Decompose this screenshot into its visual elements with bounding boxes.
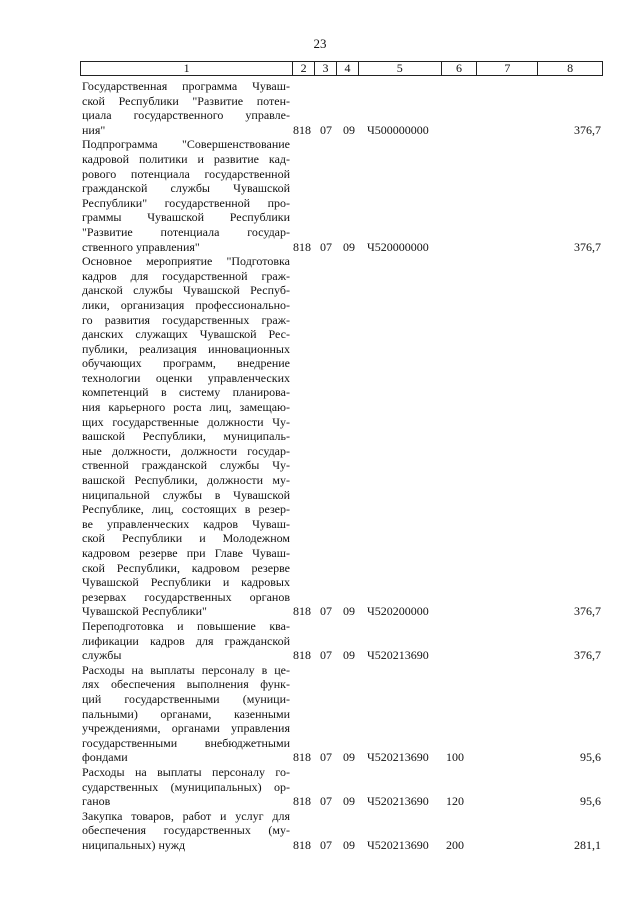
- subsection-code: 09: [343, 648, 355, 663]
- row-codes: [80, 750, 603, 765]
- table-row: [80, 619, 603, 663]
- description-line: данской службы Чувашской Респуб-: [82, 283, 290, 298]
- amount: 376,7: [574, 604, 601, 619]
- description-line: вашской Республики, муниципаль-: [82, 429, 290, 444]
- description-line: пальными) органами, казенными: [82, 706, 290, 721]
- description-line: фондами: [82, 750, 128, 765]
- section-code: 07: [320, 604, 332, 619]
- amount: 376,7: [574, 648, 601, 663]
- subsection-code: 09: [343, 604, 355, 619]
- table-row: [80, 765, 603, 809]
- header-col-6: 6: [441, 62, 477, 75]
- ministry-code: 818: [293, 604, 311, 619]
- header-col-3: 3: [314, 62, 336, 75]
- subsection-code: 09: [343, 750, 355, 765]
- description-line: ственной гражданской службы Чу-: [82, 458, 290, 473]
- expense-type: 200: [446, 837, 464, 852]
- description-line: Переподготовка и повышение ква-: [82, 618, 290, 633]
- description-line: ственного управления": [82, 239, 200, 254]
- subsection-code: 09: [343, 794, 355, 809]
- section-code: 07: [320, 122, 332, 137]
- section-code: 07: [320, 750, 332, 765]
- table-row: [80, 663, 603, 765]
- description-line: "Развитие потенциала государ-: [82, 224, 290, 239]
- ministry-code: 818: [293, 122, 311, 137]
- expense-type: 120: [446, 794, 464, 809]
- description-line: циала государственного управле-: [82, 108, 290, 123]
- subsection-code: 09: [343, 837, 355, 852]
- description-line: Расходы на выплаты персоналу го-: [82, 764, 290, 779]
- row-description: [80, 137, 290, 254]
- table-body: [80, 79, 603, 852]
- description-line: Закупка товаров, работ и услуг для: [82, 808, 290, 823]
- description-line: кадровой политики и развитие кад-: [82, 151, 290, 166]
- description-line: данских служащих Чувашской Рес-: [82, 327, 290, 342]
- description-line: ные должности, должности государ-: [82, 443, 290, 458]
- ministry-code: 818: [293, 794, 311, 809]
- header-col-7: 7: [476, 62, 537, 75]
- header-col-1: 1: [183, 61, 190, 75]
- section-code: 07: [320, 794, 332, 809]
- description-line: кадровом резерве при Главе Чуваш-: [82, 546, 290, 560]
- description-line: рового потенциала государственной: [82, 166, 290, 181]
- description-line: сударственных (муниципальных) ор-: [82, 779, 290, 794]
- ministry-code: 818: [293, 750, 311, 765]
- description-line: ния": [82, 122, 106, 137]
- description-line: граммы Чувашской Республики: [82, 210, 290, 225]
- description-line: лях обеспечения выполнения функ-: [82, 677, 290, 692]
- description-line: государственными внебюджетными: [82, 735, 290, 750]
- description-line: го развития государственных граж-: [82, 312, 290, 327]
- description-line: ве управленческих кадров Чуваш-: [82, 516, 290, 531]
- description-line: обеспечения государственных (му-: [82, 823, 290, 838]
- row-codes: [80, 604, 603, 619]
- description-line: ций государственными (муници-: [82, 691, 290, 706]
- row-description: [80, 254, 290, 619]
- row-codes: [80, 123, 603, 138]
- section-code: 07: [320, 239, 332, 254]
- page-number: 23: [313, 36, 327, 51]
- description-line: обучающих программ, внедрение: [82, 356, 290, 371]
- amount: 376,7: [574, 239, 601, 254]
- target-article: Ч520213690: [367, 837, 429, 852]
- description-line: ниципальной службы в Чувашской: [82, 487, 290, 502]
- header-col-2: 2: [292, 62, 314, 75]
- header-col-5: 5: [358, 62, 441, 75]
- description-line: ганов: [82, 794, 111, 809]
- description-line: лики, организация профессионально-: [82, 297, 290, 312]
- description-line: технологии оценки управленческих: [82, 370, 290, 385]
- description-line: кадров для государственной граж-: [82, 268, 290, 283]
- description-line: щих государственные должности Чу-: [82, 414, 290, 429]
- target-article: Ч520213690: [367, 794, 429, 809]
- target-article: Ч520213690: [367, 750, 429, 765]
- amount: 281,1: [574, 837, 601, 852]
- ministry-code: 818: [293, 239, 311, 254]
- table-row: [80, 254, 603, 619]
- description-line: ния карьерного роста лиц, замещаю-: [82, 400, 290, 415]
- header-col-4: 4: [336, 62, 358, 75]
- description-line: лификации кадров для гражданской: [82, 633, 290, 648]
- description-line: гражданской службы Чувашской: [82, 181, 290, 196]
- description-line: ской Республики "Развитие потен-: [82, 93, 290, 108]
- row-codes: [80, 648, 603, 663]
- description-line: компетенций в систему планирова-: [82, 385, 290, 400]
- ministry-code: 818: [293, 648, 311, 663]
- table-header: [80, 61, 603, 76]
- row-codes: [80, 838, 603, 853]
- subsection-code: 09: [343, 122, 355, 137]
- section-code: 07: [320, 648, 332, 663]
- table-row: [80, 137, 603, 254]
- description-line: публики, реализация инновационных: [82, 341, 290, 356]
- description-line: ской Республики и Молодежном: [82, 531, 290, 546]
- description-line: учреждениями, органами управления: [82, 721, 290, 736]
- description-line: Государственная программа Чуваш-: [82, 79, 290, 93]
- target-article: Ч520213690: [367, 648, 429, 663]
- subsection-code: 09: [343, 239, 355, 254]
- description-line: Республике, лиц, состоящих в резер-: [82, 502, 290, 517]
- target-article: Ч520200000: [367, 604, 429, 619]
- description-line: резервах государственных органов: [82, 589, 290, 604]
- description-line: Чувашской Республики": [82, 604, 207, 619]
- amount: 376,7: [574, 122, 601, 137]
- section-code: 07: [320, 837, 332, 852]
- table-row: [80, 79, 603, 137]
- row-codes: [80, 794, 603, 809]
- expense-type: 100: [446, 750, 464, 765]
- description-line: вашской Республики, должности му-: [82, 473, 290, 488]
- description-line: Чувашской Республики и кадровых: [82, 575, 290, 590]
- description-line: ской Республики, кадровом резерве: [82, 560, 290, 575]
- ministry-code: 818: [293, 837, 311, 852]
- amount: 95,6: [580, 750, 601, 765]
- table-row: [80, 809, 603, 853]
- description-line: Расходы на выплаты персоналу в це-: [82, 662, 290, 677]
- target-article: Ч520000000: [367, 239, 429, 254]
- description-line: Основное мероприятие "Подготовка: [82, 254, 290, 269]
- description-line: ниципальных) нужд: [82, 837, 186, 852]
- row-codes: [80, 240, 603, 255]
- description-line: Республики" государственной про-: [82, 195, 290, 210]
- amount: 95,6: [580, 794, 601, 809]
- description-line: службы: [82, 648, 122, 663]
- target-article: Ч500000000: [367, 122, 429, 137]
- description-line: Подпрограмма "Совершенствование: [82, 137, 290, 152]
- header-col-8: 8: [537, 62, 602, 75]
